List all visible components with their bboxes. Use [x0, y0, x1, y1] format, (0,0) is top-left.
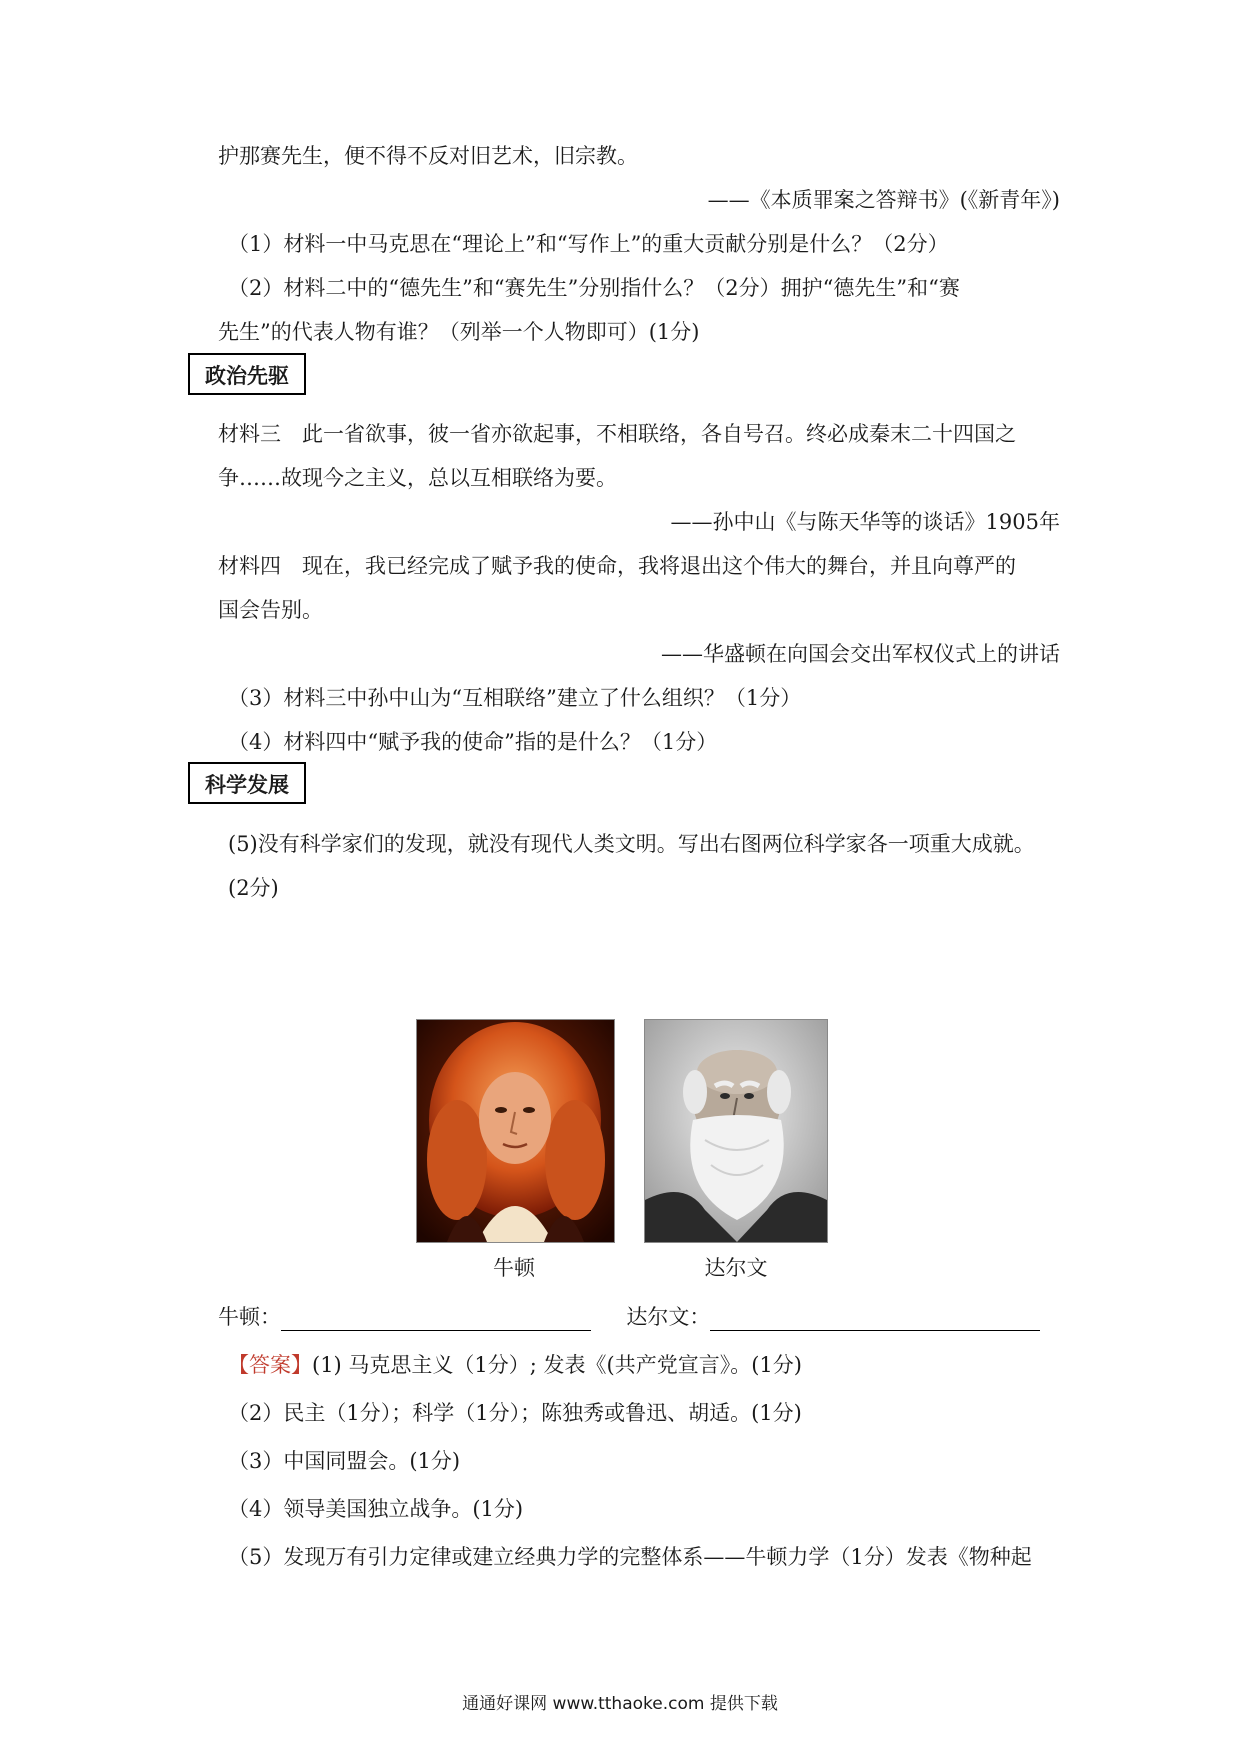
text-line: 护那赛先生，便不得不反对旧艺术，旧宗教。: [218, 144, 638, 168]
question-2-line-1: （2）材料二中的“德先生”和“赛先生”分别指什么？（2分）拥护“德先生”和“赛: [228, 276, 960, 300]
material-3-line-1: 材料三 此一省欲事，彼一省亦欲起事，不相联络，各自号召。终必成秦末二十四国之: [218, 422, 1016, 446]
question-5-line-2: (2分): [228, 876, 279, 900]
newton-portrait: [416, 1019, 615, 1243]
question-5-line-1: (5)没有科学家们的发现，就没有现代人类文明。写出右图两位科学家各一项重大成就。: [228, 832, 1035, 856]
question-3: （3）材料三中孙中山为“互相联络”建立了什么组织？（1分）: [228, 686, 802, 710]
answer-3: （3）中国同盟会。(1分): [228, 1449, 461, 1473]
caption-newton: 牛顿: [493, 1256, 535, 1280]
answer-blank-darwin[interactable]: [710, 1308, 1040, 1331]
answer-5: （5）发现万有引力定律或建立经典力学的完整体系——牛顿力学（1分）发表《物种起: [228, 1545, 1032, 1569]
footer: 通通好课网 www.tthaoke.com 提供下载: [462, 1694, 778, 1714]
darwin-portrait: [644, 1019, 828, 1243]
section-title-politics: 政治先驱: [188, 353, 306, 395]
answer-tag: 【答案】: [228, 1353, 312, 1377]
answer-1-text: (1) 马克思主义（1分）; 发表《(共产党宣言》。(1分): [312, 1353, 802, 1377]
answer-1: [228, 1351, 802, 1379]
material-3-source: ——孙中山《与陈天华等的谈话》1905年: [670, 510, 1060, 534]
answer-blank-newton[interactable]: [281, 1308, 591, 1331]
section-title-science: 科学发展: [188, 762, 306, 804]
answer-4: （4）领导美国独立战争。(1分): [228, 1497, 524, 1521]
fill-label-darwin: 达尔文：: [626, 1305, 711, 1329]
question-2-line-2: 先生”的代表人物有谁？（列举一个人物即可）(1分): [218, 320, 700, 344]
source-citation: ——《本质罪案之答辩书》(《新青年》): [707, 188, 1060, 212]
answer-2: （2）民主（1分）；科学（1分）；陈独秀或鲁迅、胡适。(1分): [228, 1401, 802, 1425]
material-3-line-2: 争……故现今之主义，总以互相联络为要。: [218, 466, 617, 490]
material-4-line-1: 材料四 现在，我已经完成了赋予我的使命，我将退出这个伟大的舞台，并且向尊严的: [218, 554, 1016, 578]
question-1: （1）材料一中马克思在“理论上”和“写作上”的重大贡献分别是什么？（2分）: [228, 232, 949, 256]
darwin-portrait-image: [645, 1020, 827, 1242]
caption-darwin: 达尔文: [704, 1256, 768, 1280]
material-4-source: ——华盛顿在向国会交出军权仪式上的讲话: [661, 642, 1060, 666]
newton-portrait-image: [417, 1020, 614, 1242]
fill-label-newton: 牛顿：: [218, 1305, 281, 1329]
fill-line-row: [218, 1303, 1040, 1331]
material-4-line-2: 国会告别。: [218, 598, 323, 622]
question-4: （4）材料四中“赋予我的使命”指的是什么？（1分）: [228, 730, 718, 754]
